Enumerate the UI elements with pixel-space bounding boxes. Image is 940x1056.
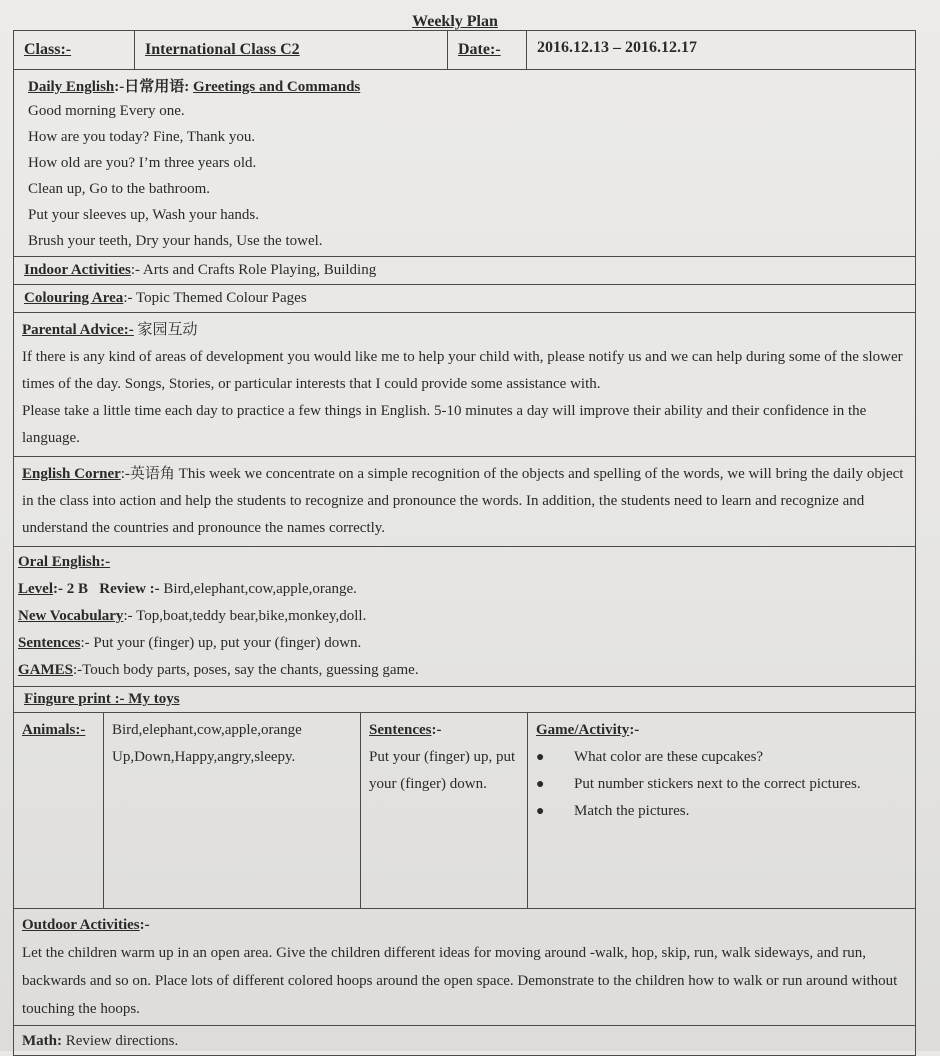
oral-english-label: Oral English:- <box>18 554 111 570</box>
list-item: ● Match the pictures. <box>536 798 907 825</box>
class-value-cell <box>135 31 448 69</box>
date-label-cell <box>448 31 527 69</box>
bullet-icon: ● <box>536 750 545 765</box>
animals-label: Animals:- <box>22 722 86 738</box>
game-activity-cell <box>528 713 915 908</box>
game-activity-label: Game/Activity <box>536 722 630 738</box>
activity-grid <box>13 713 916 909</box>
oral-english-section <box>13 547 916 687</box>
indoor-activities-row <box>13 257 916 285</box>
english-corner-label: English Corner <box>22 466 121 482</box>
parental-paragraph: If there is any kind of areas of development you would like me to help your child with, please notify us and we can help during some of the slower times of the day. Songs, Stories, or particular interests that I could provide some assistance with. <box>22 349 903 392</box>
math-text: Review directions. <box>62 1033 179 1049</box>
level-value: :- 2 B <box>53 581 88 597</box>
outdoor-activities-section <box>13 909 916 1026</box>
outdoor-suffix: :- <box>139 917 150 933</box>
parental-cn: 家园互动 <box>133 322 198 338</box>
vocab-label: New Vocabulary <box>18 608 124 624</box>
math-row <box>13 1026 916 1056</box>
class-value: International Class C2 <box>145 41 300 58</box>
indoor-label: Indoor Activities <box>24 262 131 278</box>
outdoor-text: Let the children warm up in an open area. Give the children different ideas for moving around -walk, hop, skip, run, walk sideways, and run, backwards and so on. Place lots of different colored hoops around the open space. Demonstrate to the children how to walk or run around without touching the hoops. <box>22 945 898 1017</box>
daily-line: How are you today? Fine, Thank you. <box>28 129 256 145</box>
parental-advice-section <box>13 313 916 457</box>
animals-cell <box>14 713 104 908</box>
daily-english-heading <box>28 76 901 98</box>
game-activity-list <box>536 744 907 825</box>
grid-sentences-suffix: :- <box>431 722 442 738</box>
games-label: GAMES <box>18 662 74 678</box>
daily-english-label: Daily English <box>28 79 115 95</box>
sentences-label: Sentences <box>18 635 81 651</box>
list-item: ● What color are these cupcakes? <box>536 744 907 771</box>
review-label: Review :- <box>99 581 160 597</box>
daily-english-section <box>13 70 916 257</box>
daily-line: Brush your teeth, Dry your hands, Use the towel. <box>28 233 323 249</box>
plan-table <box>13 30 916 1056</box>
parental-paragraph: Please take a little time each day to practice a few things in English. 5-10 minutes a day will improve their ability and their confidence in the language. <box>22 403 867 446</box>
date-value: 2016.12.13 – 2016.12.17 <box>537 39 697 56</box>
level-label: Level <box>18 581 53 597</box>
grid-sentences-label: Sentences <box>369 722 432 738</box>
daily-english-topic: Greetings and Commands <box>193 79 361 95</box>
colouring-text: :- Topic Themed Colour Pages <box>123 290 307 306</box>
animals-line: Up,Down,Happy,angry,sleepy. <box>112 749 296 765</box>
daily-line: Clean up, Go to the bathroom. <box>28 181 211 197</box>
daily-english-suffix: :-日常用语: <box>114 79 194 95</box>
bullet-icon: ● <box>536 804 545 819</box>
class-label: Class:- <box>24 41 72 58</box>
games-value: :-Touch body parts, poses, say the chants, guessing game. <box>73 662 419 678</box>
english-corner-section <box>13 457 916 547</box>
sentences-cell <box>361 713 528 908</box>
colouring-label: Colouring Area <box>24 290 124 306</box>
indoor-text: :- Arts and Crafts Role Playing, Building <box>130 262 377 278</box>
vocab-value: :- Top,boat,teddy bear,bike,monkey,doll. <box>123 608 367 624</box>
daily-english-lines <box>28 98 901 254</box>
date-label: Date:- <box>458 41 501 58</box>
math-label: Math: <box>22 1033 62 1049</box>
header-row <box>13 30 916 70</box>
parental-label: Parental Advice:- <box>22 322 134 338</box>
list-item: ● Put number stickers next to the correct pictures. <box>536 771 907 798</box>
review-value: Bird,elephant,cow,apple,orange. <box>159 581 357 597</box>
daily-line: How old are you? I’m three years old. <box>28 155 257 171</box>
game-activity-suffix: :- <box>629 722 640 738</box>
daily-line: Good morning Every one. <box>28 103 185 119</box>
fingure-print-text: Fingure print :- My toys <box>24 691 180 707</box>
daily-line: Put your sleeves up, Wash your hands. <box>28 207 259 223</box>
page-title: Weekly Plan <box>412 13 498 30</box>
sentences-value: :- Put your (finger) up, put your (finger) down. <box>80 635 362 651</box>
outdoor-label: Outdoor Activities <box>22 917 140 933</box>
class-label-cell <box>14 31 135 69</box>
english-corner-text: :-英语角 This week we concentrate on a simple recognition of the objects and spelling of the words, we will bring the daily object in the class into action and help the students to recognize and pronounce the words. In addition, the students need to learn and recognize and understand the countries and pronounce the names correctly. <box>22 466 904 536</box>
grid-sentences-text: Put your (finger) up, put your (finger) down. <box>369 749 516 792</box>
fingure-print-row <box>13 687 916 713</box>
colouring-area-row <box>13 285 916 313</box>
bullet-icon: ● <box>536 777 545 792</box>
animals-line: Bird,elephant,cow,apple,orange <box>112 722 302 738</box>
animals-content-cell <box>104 713 361 908</box>
